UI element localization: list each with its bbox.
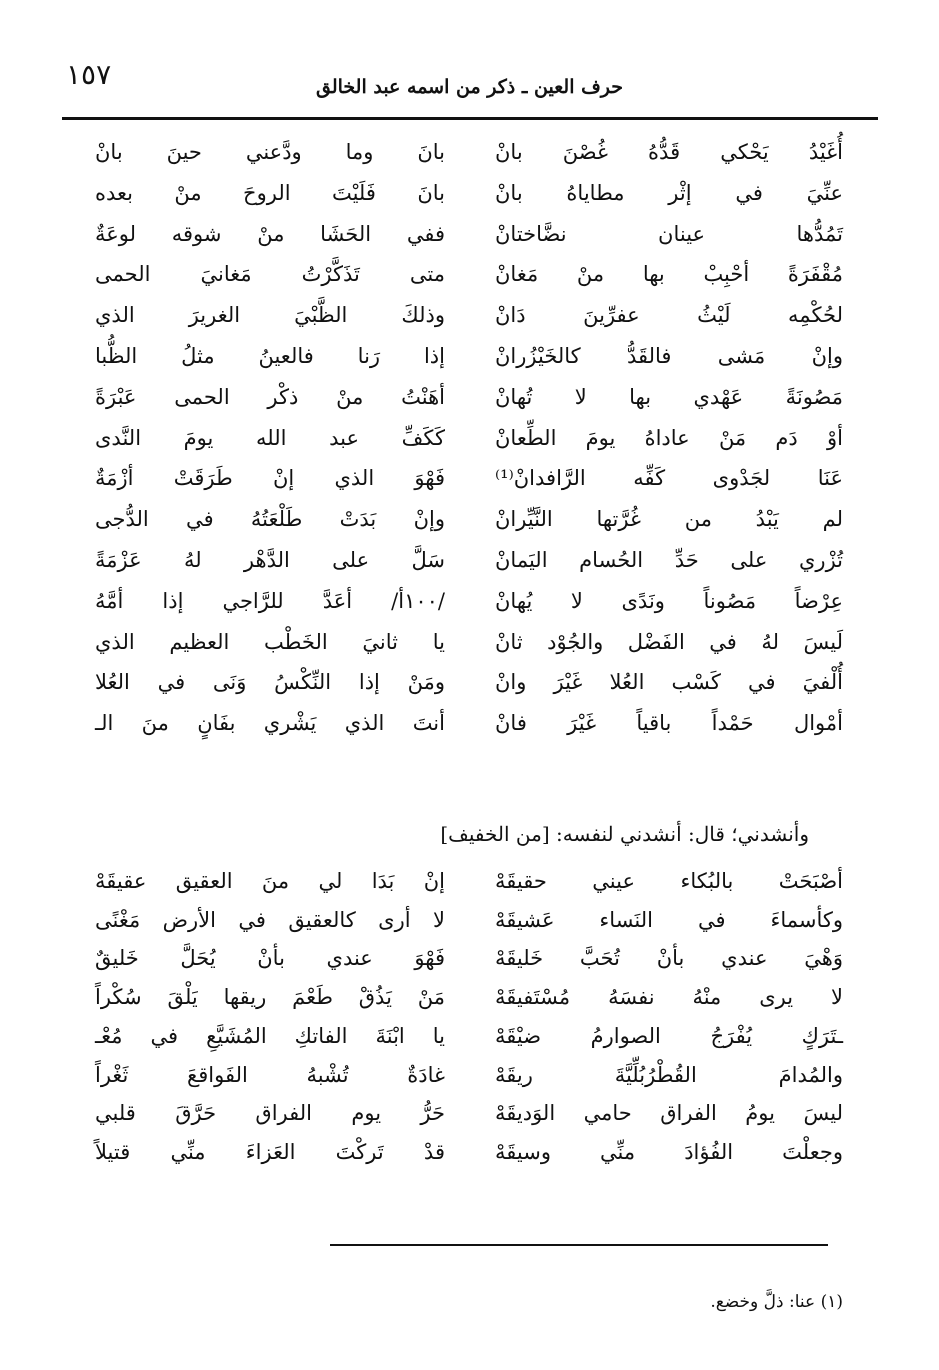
verse-second-hemistich: أُغَيْدُ يَحْكي قَدُّهُ غُصْنَ بانْ bbox=[495, 140, 843, 164]
verse-first-hemistich: فَهْوَ عندي بأنْ يُحَلَّ خَليقٌ bbox=[95, 946, 445, 971]
header-rule bbox=[62, 117, 878, 120]
verse-second-hemistich: لم يَبْدُ من غُرَّتها النَّيِّرانْ bbox=[495, 507, 843, 532]
verse-first-hemistich: غادَةٌ تُشْبهُ الفَواقعَ ثَغْراً bbox=[95, 1062, 445, 1087]
running-header: حرف العين ـ ذكر من اسمه عبد الخالق bbox=[315, 76, 624, 98]
verse-first-hemistich: ففي الحَشَا منْ شوقه لوعَةٌ bbox=[95, 221, 445, 246]
verse-first-hemistich: ومَنْ إذا النِّكْسُ وَنَى في العُلا bbox=[95, 670, 445, 695]
verse-second-hemistich: وإنْ مَشى فالقَدُّ كالخَيْزُرانْ bbox=[495, 344, 843, 368]
footnote-rule bbox=[330, 1244, 828, 1246]
poem-2-intro: وأنشدني؛ قال: أنشدني لنفسه: [من الخفيف] bbox=[440, 822, 809, 846]
verse-second-hemistich: لحُكْمِه لَيْثُ عفرِّينَ دَانْ bbox=[495, 303, 843, 328]
verse-first-hemistich: بانَ فَلَيْتَ الروحَ منْ بعده bbox=[95, 180, 445, 205]
verse-second-hemistich: ليسَ يومُ الفراق حامي الوَديقَهْ bbox=[495, 1101, 843, 1126]
verse-second-hemistich: تَمُدُّها عينان نضَّاختانْ bbox=[495, 221, 843, 246]
verse-second-hemistich: عنِّيَ في إثْر مطاياهُ بانْ bbox=[495, 180, 843, 205]
verse-first-hemistich: يا ابْنَةَ الفاتكِ المُشَيَّعِ في مُعْـ bbox=[95, 1023, 445, 1048]
verse-second-hemistich: تُزْري على حَدِّ الحُسام اليَمانْ bbox=[495, 548, 843, 572]
verse-first-hemistich: سَلَّ على الدَّهْر لهُ عَزْمَةً bbox=[95, 548, 445, 572]
verse-second-hemistich: والمُدامَ القُطْرُبُلِّيَّةَ ريقَهْ bbox=[495, 1062, 843, 1087]
verse-first-hemistich: متى تَذَكَّرْتُ مَغانيَ الحمى bbox=[95, 262, 445, 287]
page-number: ١٥٧ bbox=[66, 58, 112, 91]
verse-first-hemistich: أهَنْتُ منْ ذكْر الحمى عَبْرَةً bbox=[95, 384, 445, 409]
verse-first-hemistich: إذا رَنا فالعينُ مثلُ الظُّبا bbox=[95, 344, 445, 368]
verse-second-hemistich: عِرْضاً مَصُوناً ونَدًى لا يُهانْ bbox=[495, 588, 843, 613]
verse-second-hemistich: وجعلْتَ الفُؤادَ منِّي وسيقَهْ bbox=[495, 1139, 843, 1164]
verse-second-hemistich: وَهْيَ عندي بأنْ تُحَبَّ خَليقَهْ bbox=[495, 946, 843, 971]
verse-first-hemistich: وذلكَ الظَّبْيَ الغريرَ الذي bbox=[95, 303, 445, 328]
verse-first-hemistich: إنْ بَدَا لي منَ العقيق عقيقَهْ bbox=[95, 869, 445, 893]
verse-first-hemistich: مَنْ يَذُقْ طَعْمَ ريقها يَلْقَ سُكْراً bbox=[95, 985, 445, 1010]
verse-second-hemistich: مَصُونَةً عَهْدي بها لا تُهانْ bbox=[495, 384, 843, 409]
verse-first-hemistich: يا ثانيَ الخَطْب العظيم الذي bbox=[95, 629, 445, 654]
verse-first-hemistich: كَكَفِّ عبد الله يومَ النَّدى bbox=[95, 425, 445, 450]
verse-second-hemistich: أصْبَحَتْ بالبُكاء عيني حقيقَهْ bbox=[495, 869, 843, 893]
verse-second-hemistich: أمْوال حَمْداً باقياً غَيْرَ فانْ bbox=[495, 711, 843, 736]
verse-first-hemistich: بانَ وما ودَّعني حينَ بانْ bbox=[95, 140, 445, 164]
verse-second-hemistich: ـتَرَكٍ يُفْرَجُ الصوارمُ ضيْقَهْ bbox=[495, 1023, 843, 1048]
verse-first-hemistich: فَهْوَ الذي إنْ طَرَقَتْ أزْمَةٌ bbox=[95, 466, 445, 491]
verse-first-hemistich: أنتَ الذي يَشْري بفَانٍ منَ الـ bbox=[95, 711, 445, 736]
verse-first-hemistich: حَرُّ يوم الفراق حَرَّقَ قلبي bbox=[95, 1101, 445, 1126]
verse-second-hemistich: لَيسَ لهُ في الفَضْل والجُوْد ثانْ bbox=[495, 629, 843, 654]
verse-first-hemistich: وإنْ بَدَتْ طَلْعَتُهُ في الدُّجى bbox=[95, 507, 445, 532]
verse-first-hemistich: قدْ تَركْتَ العَزاءَ منِّي قتيلاً bbox=[95, 1139, 445, 1164]
verse-second-hemistich: لا يرى منْهُ نفسَهُ مُسْتَفيقَهْ bbox=[495, 985, 843, 1010]
verse-second-hemistich: وكأسماءَ في النَساء عَشيقَهْ bbox=[495, 907, 843, 932]
verse-second-hemistich: أُلْفيَ في كَسْب العُلا غَيْرَ وانْ bbox=[495, 670, 843, 695]
verse-first-hemistich: /١٠٠أ/ أعَدَّ للرَّاجي إذا أمَّهُ bbox=[95, 588, 445, 613]
verse-second-hemistich: أوْ دَم مَنْ عاداهُ يومَ الطِّعانْ bbox=[495, 425, 843, 450]
verse-second-hemistich: عَنَا لجَدْوى كَفِّه الرَّافدانْ⁽¹⁾ bbox=[495, 466, 843, 491]
verse-second-hemistich: مُقْفَرَةً أحْبِبْ بها منْ مَغانْ bbox=[495, 262, 843, 287]
footnote: (١) عنا: ذلَّ وخضع. bbox=[710, 1292, 843, 1312]
verse-first-hemistich: لا أرى كالعقيق في الأرض مَغْنًى bbox=[95, 907, 445, 932]
